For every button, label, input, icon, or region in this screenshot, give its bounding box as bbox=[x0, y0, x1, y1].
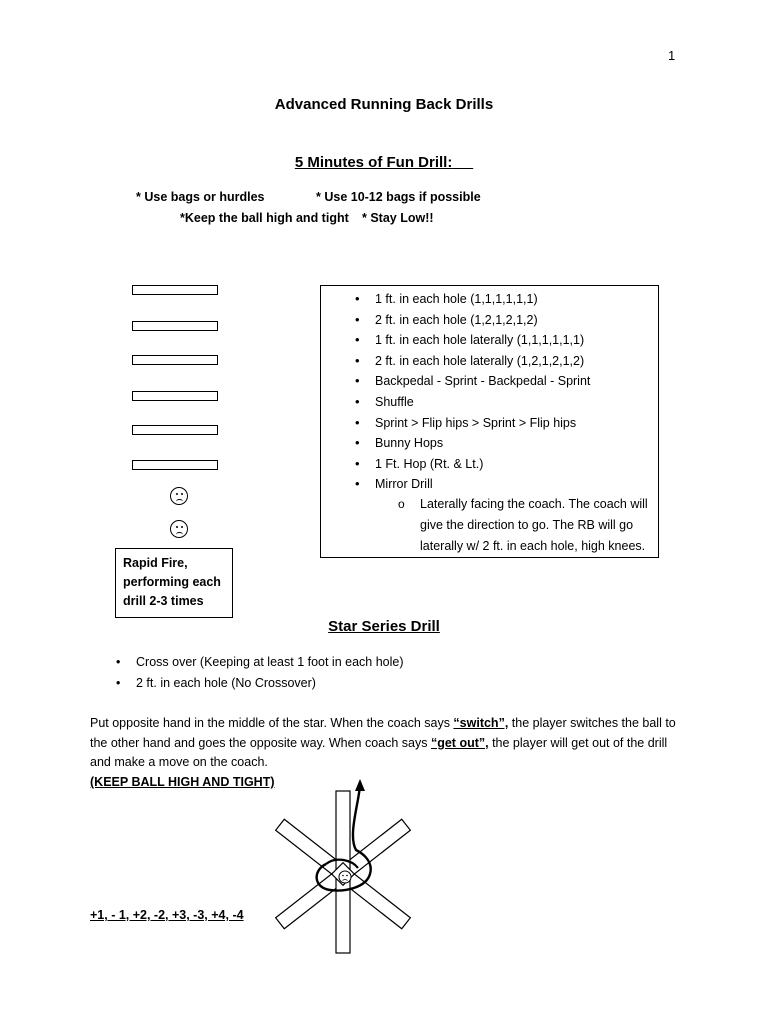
rapid-fire-line: performing each bbox=[123, 575, 221, 589]
rapid-fire-line: drill 2-3 times bbox=[123, 594, 204, 608]
face-eye bbox=[342, 875, 344, 877]
tip-ball-high: *Keep the ball high and tight bbox=[180, 211, 349, 225]
drill-item: • 1 Ft. Hop (Rt. & Lt.) bbox=[321, 454, 590, 475]
rapid-fire-line: Rapid Fire, bbox=[123, 556, 188, 570]
drill-item: • Shuffle bbox=[321, 392, 590, 413]
direction-arrow-icon bbox=[355, 779, 365, 791]
drill-item: • 2 ft. in each hole laterally (1,2,1,2,1,2) bbox=[321, 351, 590, 372]
sub-bullet-marker: o bbox=[398, 497, 405, 511]
drill-item: • 1 ft. in each hole (1,1,1,1,1,1) bbox=[321, 289, 590, 310]
player-face-icon bbox=[170, 487, 188, 505]
drill-item: • Backpedal - Sprint - Backpedal - Sprint bbox=[321, 371, 590, 392]
drill-item: • 2 ft. in each hole (1,2,1,2,1,2) bbox=[321, 310, 590, 331]
drill-list bbox=[321, 289, 590, 495]
tip-stay-low: * Stay Low!! bbox=[362, 211, 434, 225]
keep-ball-note: (KEEP BALL HIGH AND TIGHT) bbox=[90, 775, 275, 789]
rapid-fire-box bbox=[115, 548, 233, 618]
switch-keyword: “switch”, bbox=[453, 716, 509, 730]
star-drill-item: • Cross over (Keeping at least 1 foot in each hole) bbox=[108, 652, 404, 673]
fun-drill-heading bbox=[0, 154, 768, 171]
star-drill-list bbox=[108, 652, 404, 694]
tip-bag-count: * Use 10-12 bags if possible bbox=[316, 190, 481, 204]
bag-1 bbox=[132, 285, 218, 295]
face-eye bbox=[346, 875, 348, 877]
drill-item: • Mirror Drill bbox=[321, 474, 590, 495]
star-drill-heading: Star Series Drill bbox=[328, 618, 440, 635]
bag-4 bbox=[132, 391, 218, 401]
instruction-text: the player switches the ball to the other hand and goes the opposite way. When coach says bbox=[90, 716, 676, 750]
bag-3 bbox=[132, 355, 218, 365]
player-face-icon bbox=[170, 520, 188, 538]
drill-item: • Bunny Hops bbox=[321, 433, 590, 454]
page-number: 1 bbox=[668, 48, 676, 63]
star-drill-item: • 2 ft. in each hole (No Crossover) bbox=[108, 673, 404, 694]
bag-6 bbox=[132, 460, 218, 470]
instruction-text: the player will get out of the drill and make a move on the coach. bbox=[90, 735, 668, 769]
bag-2 bbox=[132, 321, 218, 331]
instruction-text: Put opposite hand in the middle of the star. When the coach says bbox=[90, 716, 454, 730]
drill-item: • 1 ft. in each hole laterally (1,1,1,1,1,1) bbox=[321, 330, 590, 351]
drill-item: • Sprint > Flip hips > Sprint > Flip hips bbox=[321, 413, 590, 434]
star-drill-instructions bbox=[90, 714, 680, 773]
bag-5 bbox=[132, 425, 218, 435]
tip-bags: * Use bags or hurdles bbox=[136, 190, 265, 204]
page-title: Advanced Running Back Drills bbox=[274, 96, 494, 113]
fun-drill-heading-text: 5 Minutes of Fun Drill: bbox=[294, 154, 453, 171]
player-face-icon bbox=[339, 871, 351, 883]
get-out-keyword: “get out”, bbox=[430, 735, 489, 750]
count-sequence: +1, - 1, +2, -2, +3, -3, +4, -4 bbox=[90, 908, 244, 922]
mirror-drill-note: Laterally facing the coach. The coach will give the direction to go. The RB will go laterally w/ 2 ft. in each hole, high knees. bbox=[420, 497, 648, 553]
star-diagram bbox=[262, 776, 432, 956]
